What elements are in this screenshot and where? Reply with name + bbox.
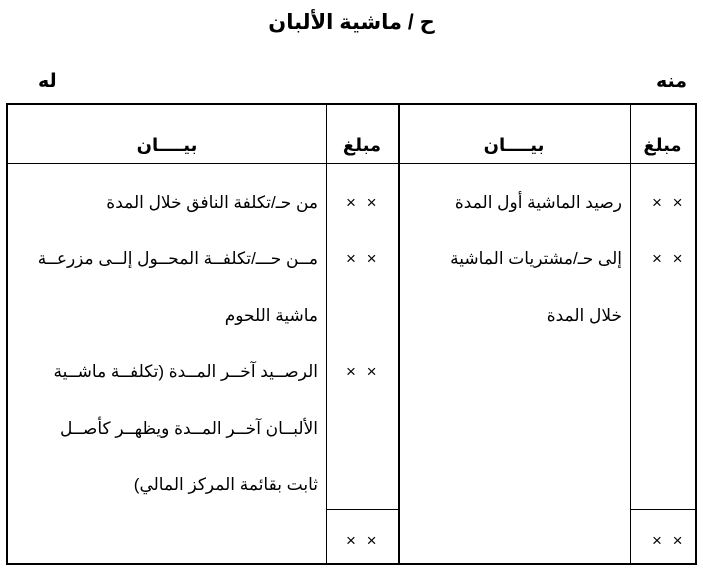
credit-text-2: مــن حـــ/تكلفــة المحــول إلــى مزرعــة	[37, 249, 318, 268]
credit-side-label: له	[38, 71, 57, 92]
credit-amount-3: × ×	[346, 362, 380, 381]
debit-text-3: خلال المدة	[546, 306, 622, 325]
divider-center	[398, 105, 400, 563]
debit-text-2: إلى حـ/مشتريات الماشية	[450, 249, 622, 268]
credit-amount-header: مبلغ	[342, 135, 382, 155]
credit-text-3: ماشية اللحوم	[224, 306, 318, 325]
divider-debit-amount	[630, 105, 631, 563]
account-title: ح / ماشية الألبان	[268, 11, 435, 34]
header-divider	[8, 163, 695, 164]
debit-amount-1: × ×	[652, 193, 686, 212]
debit-statement-header: بيــــان	[483, 135, 545, 155]
debit-total-line	[630, 509, 695, 510]
debit-side-label: منه	[655, 71, 687, 92]
debit-amount-2: × ×	[652, 249, 686, 268]
credit-text-6: ثابت بقائمة المركز المالي)	[133, 475, 318, 494]
credit-amount-2: × ×	[346, 249, 380, 268]
divider-credit-amount	[326, 105, 327, 563]
credit-total: × ×	[346, 531, 380, 550]
debit-total: × ×	[652, 531, 686, 550]
t-account-table	[6, 103, 697, 565]
credit-amount-1: × ×	[346, 193, 380, 212]
credit-total-line	[326, 509, 398, 510]
debit-text-1: رصيد الماشية أول المدة	[454, 193, 622, 212]
credit-text-5: الألبــان آخــر المــدة ويظهــر كأصــل	[60, 419, 318, 438]
credit-text-4: الرصــيد آخــر المــدة (تكلفــة ماشــية	[53, 362, 318, 381]
debit-amount-header: مبلغ	[643, 135, 682, 155]
credit-text-1: من حـ/تكلفة النافق خلال المدة	[106, 193, 318, 212]
credit-statement-header: بيــــان	[136, 135, 198, 155]
